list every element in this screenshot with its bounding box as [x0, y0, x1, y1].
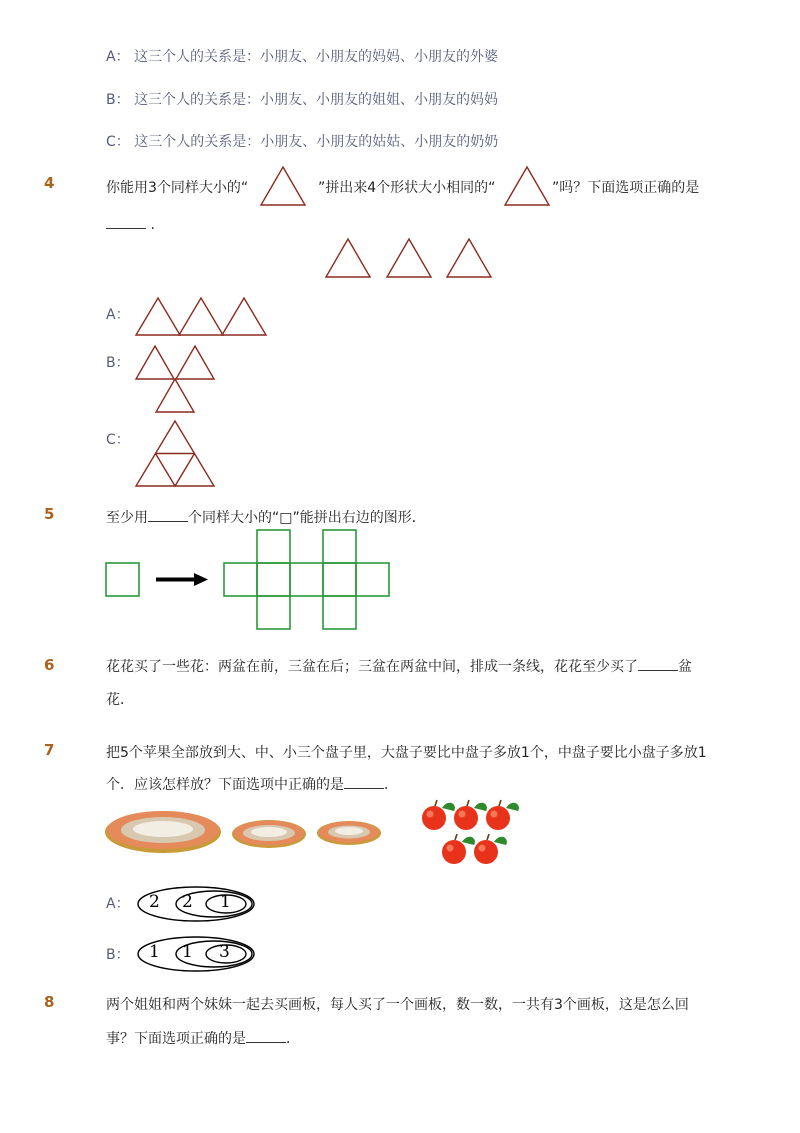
q4-text-part-c: ”吗？下面选项正确的是 — [552, 180, 700, 196]
q4-option-c-label[interactable]: C： — [106, 432, 130, 448]
composite-shape — [224, 530, 389, 629]
question-number-5: 5 — [44, 505, 55, 523]
q5-text-part-a: 至少用 — [106, 510, 148, 526]
q8-line-2 — [106, 1028, 300, 1048]
small-plate — [317, 821, 381, 845]
q4-option-b-figure — [136, 345, 216, 413]
q7-option-a-figure — [136, 885, 258, 923]
q4-option-c-figure — [136, 420, 216, 488]
question-number-8: 8 — [44, 993, 55, 1011]
plates-image — [104, 808, 384, 856]
q4-text-part-b: ”拼出来4个形状大小相同的“ — [318, 180, 496, 196]
medium-plate — [232, 820, 306, 848]
option-text: 这三个人的关系是：小朋友、小朋友的妈妈、小朋友的外婆 — [134, 49, 499, 65]
answer-blank[interactable] — [106, 214, 146, 229]
q7-option-b-label[interactable]: B： — [106, 947, 130, 963]
q7-option-b-figure — [136, 935, 258, 973]
answer-blank[interactable] — [148, 507, 188, 522]
q7-line-2 — [106, 774, 398, 794]
apple-icon — [442, 834, 475, 864]
triangle-shape — [326, 239, 370, 277]
q7-line-1: 把5个苹果全部放到大、中、小三个盘子里，大盘子要比中盘子多放1个，中盘子要比小盘子多放1 — [106, 745, 707, 761]
apples-image — [418, 796, 518, 868]
medium-plate-count: 2 — [182, 892, 193, 912]
q3-option-c[interactable] — [106, 131, 498, 151]
unit-square — [106, 563, 139, 596]
large-plate-count: 2 — [149, 892, 160, 912]
q5-text — [106, 507, 426, 527]
q6-line-2: 花． — [106, 692, 134, 708]
apple-icon — [422, 800, 455, 830]
apple-icon — [474, 834, 507, 864]
triangle-shape — [387, 239, 431, 277]
answer-blank[interactable] — [344, 774, 384, 789]
question-number-6: 6 — [44, 656, 55, 674]
q8-text-end: ． — [286, 1031, 300, 1047]
q6-text: 花花买了一些花：两盆在前，三盆在后；三盆在两盆中间，排成一条线，花花至少买了 — [106, 659, 638, 675]
q3-option-a[interactable] — [106, 46, 498, 66]
q8-line-1: 两个姐姐和两个妹妹一起去买画板，每人买了一个画板，数一数，一共有3个画板，这是怎么回 — [106, 997, 689, 1013]
q4-option-a-label[interactable]: A： — [106, 307, 130, 323]
q4-option-a-figure — [136, 297, 268, 337]
q5-text-part-b: 个同样大小的“□”能拼出右边的图形． — [188, 510, 426, 526]
option-text: 这三个人的关系是：小朋友、小朋友的姐姐、小朋友的妈妈 — [134, 92, 499, 108]
large-plate-count: 1 — [149, 942, 160, 962]
q4-text-end: . — [150, 217, 155, 233]
apple-icon — [454, 800, 487, 830]
q8-text: 事？下面选项正确的是 — [106, 1031, 246, 1047]
q6-text-end: 盆 — [678, 659, 692, 675]
q4-text-part-a: 你能用3个同样大小的“ — [106, 180, 249, 196]
option-text: 这三个人的关系是：小朋友、小朋友的姑姑、小朋友的奶奶 — [134, 134, 499, 150]
q7-text-end: ． — [384, 777, 398, 793]
apple-icon — [486, 800, 519, 830]
q4-option-b-label[interactable]: B： — [106, 355, 130, 371]
small-plate-count: 1 — [220, 892, 231, 912]
answer-blank[interactable] — [638, 656, 678, 671]
triangle-icon — [260, 166, 306, 206]
q5-figure — [104, 528, 394, 630]
large-plate — [105, 811, 221, 853]
medium-plate-count: 1 — [182, 942, 193, 962]
q7-option-a-label[interactable]: A： — [106, 896, 130, 912]
option-label: A： — [106, 49, 130, 65]
answer-blank[interactable] — [246, 1028, 286, 1043]
triangle-icon — [504, 166, 550, 206]
q6-line-1 — [106, 656, 692, 676]
q4-given-triangles — [326, 238, 496, 278]
arrow-head — [194, 573, 208, 586]
q7-text: 个．应该怎样放？下面选项中正确的是 — [106, 777, 344, 793]
small-plate-count: 3 — [219, 942, 230, 962]
option-label: C： — [106, 134, 130, 150]
question-number-7: 7 — [44, 741, 55, 759]
option-label: B： — [106, 92, 130, 108]
q4-answer-line — [106, 214, 155, 233]
q3-option-b[interactable] — [106, 89, 498, 109]
question-number-4: 4 — [44, 174, 55, 192]
triangle-shape — [447, 239, 491, 277]
